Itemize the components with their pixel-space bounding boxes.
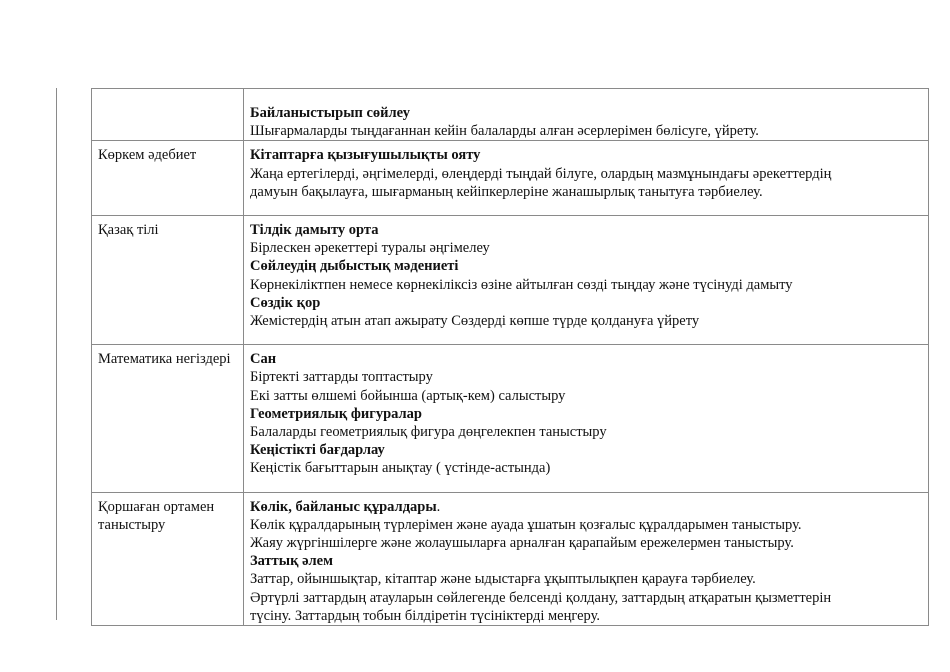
left-margin-rule (56, 88, 57, 620)
content-cell (244, 89, 929, 141)
content-cell (244, 345, 929, 492)
content-line: Көрнекіліктпен немесе көрнекіліксіз өзіне айтылған сөзді тыңдау және түсінуді дамыту (250, 276, 793, 293)
subject-cell (92, 216, 244, 345)
section-heading: Сөздік қор (250, 294, 321, 311)
lesson-plan-table (91, 88, 929, 626)
heading-suffix: . (436, 498, 441, 515)
content-line: Бірлескен әрекеттері туралы әңгімелеу (250, 240, 490, 257)
subject-label: Қоршаған ортамен таныстыру (98, 498, 215, 533)
table-row (92, 89, 929, 141)
subject-label: Математика негіздері (98, 351, 231, 368)
table-row (92, 141, 929, 216)
section-heading: Кітаптарға қызығушылықты ояту (250, 147, 481, 164)
section-heading: Тілдік дамыту орта (250, 222, 379, 239)
content-line: Әртүрлі заттардың атауларын сөйлегенде белсенді қолдану, заттардың атқаратын қызметтерін (250, 589, 832, 606)
section-heading: Кеңістікті бағдарлау (250, 442, 385, 459)
subject-cell (92, 89, 244, 141)
table-row (92, 216, 929, 345)
section-heading-line (250, 498, 922, 516)
subject-cell (92, 492, 244, 625)
content-cell (244, 492, 929, 625)
content-cell (244, 216, 929, 345)
content-line: Екі затты өлшемі бойынша (артық-кем) салыстыру (250, 387, 566, 404)
subject-cell (92, 141, 244, 216)
content-line: Біртекті заттарды топтастыру (250, 369, 433, 386)
section-heading: Сөйлеудің дыбыстық мәдениеті (250, 258, 459, 275)
subject-cell (92, 345, 244, 492)
content-line: Заттар, ойыншықтар, кітаптар және ыдыстарға ұқыптылықпен қарауға тәрбиелеу. (250, 571, 756, 588)
content-cell (244, 141, 929, 216)
section-heading: Сан (250, 351, 277, 368)
table-row (92, 492, 929, 625)
table-row (92, 345, 929, 492)
subject-label: Қазақ тілі (98, 222, 159, 239)
content-line: Жаңа ертегілерді, әңгімелерді, өлеңдерді тыңдай білуге, олардың мазмұнындағы әрекеттердің (250, 165, 832, 182)
subject-label: Көркем әдебиет (98, 147, 197, 164)
content-line: Кеңістік бағыттарын анықтау ( үстінде-астында) (250, 460, 551, 477)
content-line: түсіну. Заттардың тобын білдіретін түсініктерді меңгеру. (250, 607, 601, 624)
section-heading: Көлік, байланыс құралдары (250, 498, 437, 515)
section-heading: Геометриялық фигуралар (250, 405, 422, 422)
section-heading: Байланыстырып сөйлеу (250, 105, 410, 121)
section-heading: Заттық әлем (250, 553, 333, 570)
content-line: Жемістердің атын атап ажырату Сөздерді көпше түрде қолдануға үйрету (250, 313, 700, 330)
content-line: Шығармаларды тыңдағаннан кейін балаларды алған әсерлерімен бөлісуге, үйрету. (250, 123, 759, 140)
content-line: Көлік құралдарының түрлерімен және ауада ұшатын қозғалыс құралдарымен таныстыру. (250, 516, 802, 533)
content-line: дамуын бақылауға, шығарманың кейіпкерлеріне жанашырлық танытуға тәрбиелеу. (250, 183, 763, 200)
content-line: Жаяу жүргіншілерге және жолаушыларға арналған қарапайым ережелермен таныстыру. (250, 535, 794, 552)
content-line: Балаларды геометриялық фигура дөңгелекпен таныстыру (250, 424, 607, 441)
